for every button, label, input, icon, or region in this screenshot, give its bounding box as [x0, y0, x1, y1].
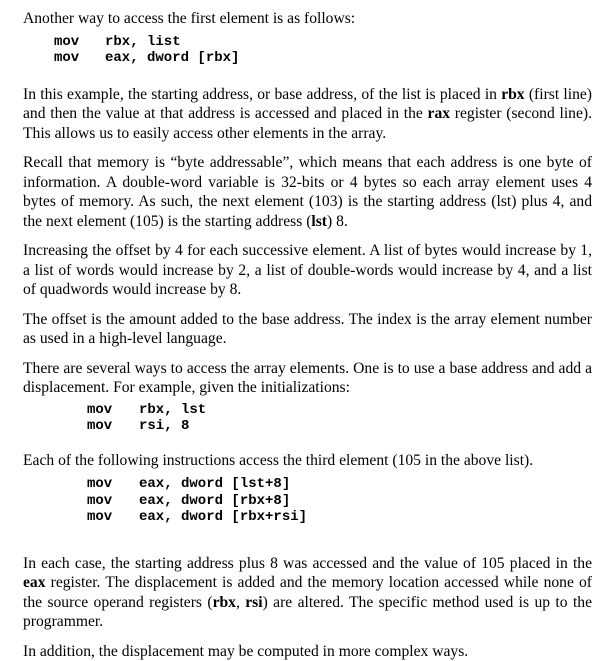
each-case-paragraph — [23, 554, 592, 632]
code-args: eax, dword [rbx+rsi] — [139, 509, 307, 526]
intro-paragraph: Another way to access the first element is as follows: — [23, 9, 592, 29]
code-args: eax, dword [rbx] — [105, 50, 239, 67]
bold-term: rbx — [213, 594, 236, 611]
third-element-paragraph: Each of the following instructions access the third element (105 in the above list). — [23, 451, 592, 471]
code-line — [87, 402, 592, 419]
code-args: rbx, list — [105, 34, 181, 51]
text-run: In each case, the starting address plus 8 was accessed and the value of 105 placed in the — [23, 555, 592, 572]
complex-displacement-paragraph: In addition, the displacement may be computed in more complex ways. — [23, 642, 592, 661]
text-run: ) 8. — [327, 213, 348, 230]
access-methods-paragraph: There are several ways to access the array elements. One is to use a base address and add a displacement. For example, given the initializations: — [23, 359, 592, 398]
code-block-3 — [23, 476, 592, 526]
code-op: mov — [87, 493, 139, 510]
base-address-paragraph — [23, 85, 592, 144]
bold-term: rbx — [501, 86, 524, 103]
offset-increase-paragraph: Increasing the offset by 4 for each successive element. A list of bytes would increase by 1, a list of words would increase by 2, a list of double-words would increase by 4, and a list of quadwords would increase by 8. — [23, 241, 592, 300]
byte-addressable-paragraph — [23, 153, 592, 231]
code-line — [87, 509, 592, 526]
code-args: rbx, lst — [139, 402, 206, 419]
code-op: mov — [87, 402, 139, 419]
code-line — [87, 476, 592, 493]
code-block-1 — [23, 34, 592, 67]
text-run: ) are altered. The specific method used is up to the programmer. — [23, 594, 592, 631]
code-op: mov — [54, 50, 105, 67]
text-run: register (second line). This allows us to easily access other elements in the array. — [23, 105, 592, 142]
code-op: mov — [87, 476, 139, 493]
bold-term: eax — [23, 574, 46, 591]
bold-term: rsi — [245, 594, 262, 611]
text-run: register. The displacement is added and the memory location accessed while none of the source operand registers ( — [23, 574, 592, 611]
code-op: mov — [87, 509, 139, 526]
code-args: eax, dword [rbx+8] — [139, 493, 290, 510]
text-run: Recall that memory is “byte addressable”, which means that each address is one byte of information. A double-word variable is 32-bits or 4 bytes so each array element uses 4 bytes of memory. As such, the next element (103) is the starting address (lst) plus 4, and the next element (105) is the starting address ( — [23, 154, 592, 230]
offset-definition-paragraph: The offset is the amount added to the base address. The index is the array element number as used in a high-level language. — [23, 310, 592, 349]
code-line — [54, 34, 592, 51]
text-run: In this example, the starting address, or base address, of the list is placed in — [23, 86, 501, 103]
bold-term: lst — [311, 213, 327, 230]
code-args: eax, dword [lst+8] — [139, 476, 290, 493]
code-args: rsi, 8 — [139, 418, 189, 435]
code-line — [54, 50, 592, 67]
code-op: mov — [87, 418, 139, 435]
code-op: mov — [54, 34, 105, 51]
code-block-2 — [23, 402, 592, 435]
bold-term: rax — [428, 105, 451, 122]
code-line — [87, 493, 592, 510]
text-run: , — [236, 594, 245, 611]
text-run: (first line) and then the value at that address is accessed and placed in the — [23, 86, 592, 123]
code-line — [87, 418, 592, 435]
